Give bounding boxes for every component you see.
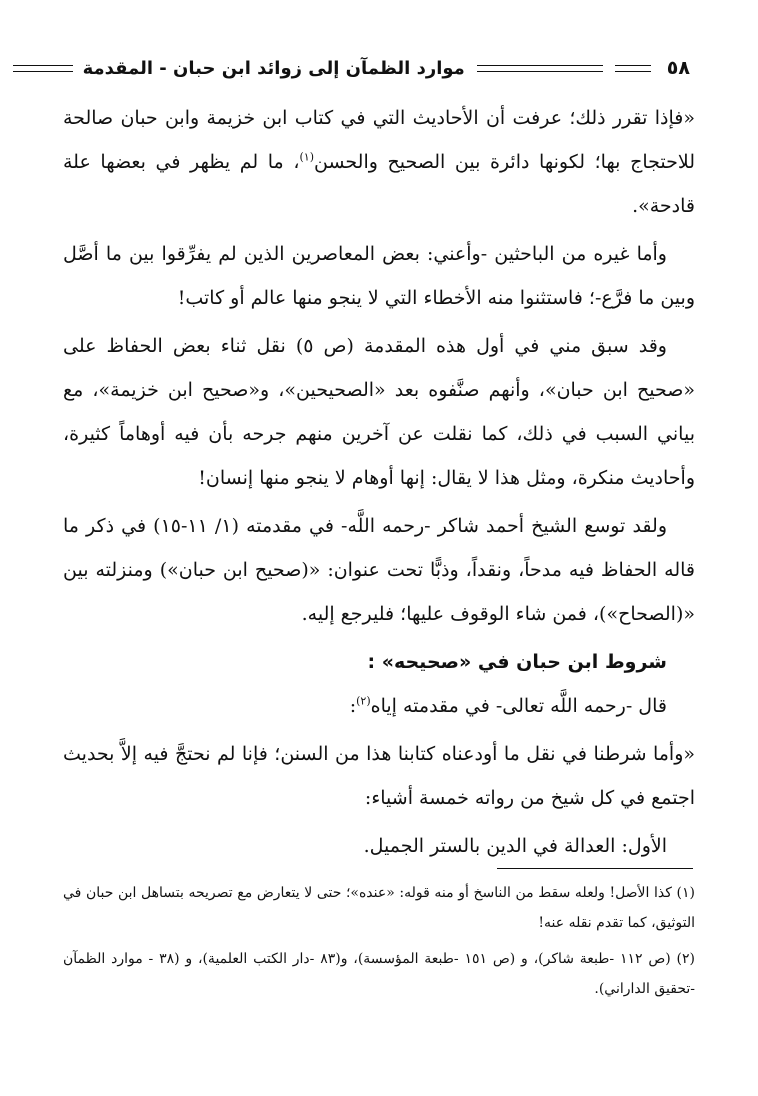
footnotes <box>63 878 695 1010</box>
page-header <box>60 50 690 86</box>
footnote-marker: (١) <box>299 150 314 164</box>
main-text <box>63 96 695 872</box>
header-rule <box>477 65 603 72</box>
paragraph-text: قال -رحمه اللَّه تعالى- في مقدمته إياه <box>370 695 667 717</box>
paragraph: الأول: العدالة في الدين بالستر الجميل. <box>363 835 667 857</box>
paragraph-text: : <box>349 695 357 717</box>
running-title: موارد الظمآن إلى زوائد ابن حبان - المقدمة <box>82 57 465 79</box>
paragraph-text: ، ما لم يظهر في بعضها علة قادحة». <box>63 151 695 217</box>
paragraph <box>63 684 695 728</box>
header-rule <box>13 65 73 72</box>
header-rule <box>615 65 651 72</box>
section-heading: شروط ابن حبان في «صحيحه» : <box>367 651 667 673</box>
paragraph: وأما غيره من الباحثين -وأعني: بعض المعاصرين الذين لم يفرِّقوا بين ما أصَّل وبين ما فرَّع-؛ فاستثنوا منه الأخطاء التي لا ينجو منها عالم أو كاتب! <box>63 243 695 309</box>
paragraph: ولقد توسع الشيخ أحمد شاكر -رحمه اللَّه- في مقدمته (١/ ١١-١٥) في ذكر ما قاله الحفاظ فيه مدحاً، ونقداً، وذبًّا تحت عنوان: «(صحيح ابن حبان») ومنزلته بين «(الصحاح»)، فمن شاء الوقوف عليها؛ فليرجع إليه. <box>63 515 695 625</box>
footnote-marker: (٢) <box>356 694 371 708</box>
page-number: ٥٨ <box>666 57 690 79</box>
footnote-separator <box>497 868 693 869</box>
paragraph: «وأما شرطنا في نقل ما أودعناه كتابنا هذا من السنن؛ فإنا لم نحتجَّ فيه إلاَّ بحديث اجتمع في كل شيخ من رواته خمسة أشياء: <box>63 743 695 809</box>
footnote: (٢) (ص ١١٢ -طبعة شاكر)، و (ص ١٥١ -طبعة المؤسسة)، و(٨٣ -دار الكتب العلمية)، و (٣٨ - موارد الظمآن -تحقيق الداراني). <box>63 951 696 997</box>
paragraph-text: «فإذا تقرر ذلك؛ عرفت أن الأحاديث التي في كتاب ابن خزيمة وابن حبان صالحة للاحتجاج بها؛ لكونها دائرة بين الصحيح والحسن <box>63 107 695 173</box>
paragraph: وقد سبق مني في أول هذه المقدمة (ص ٥) نقل ثناء بعض الحفاظ على «صحيح ابن حبان»، وأنهم صنَّفوه بعد «الصحيحين»، و«صحيح ابن خزيمة»، مع بياني السبب في ذلك، كما نقلت عن آخرين منهم جرحه بأن فيه أوهاماً كثيرة، وأحاديث منكرة، ومثل هذا لا يقال: إنها أوهام لا ينجو منها إنسان! <box>63 335 695 489</box>
footnote: (١) كذا الأصل! ولعله سقط من الناسخ أو منه قوله: «عنده»؛ حتى لا يتعارض مع تصريحه بتساهل ابن حبان في التوثيق، كما تقدم نقله عنه! <box>63 885 695 931</box>
paragraph <box>63 96 695 228</box>
